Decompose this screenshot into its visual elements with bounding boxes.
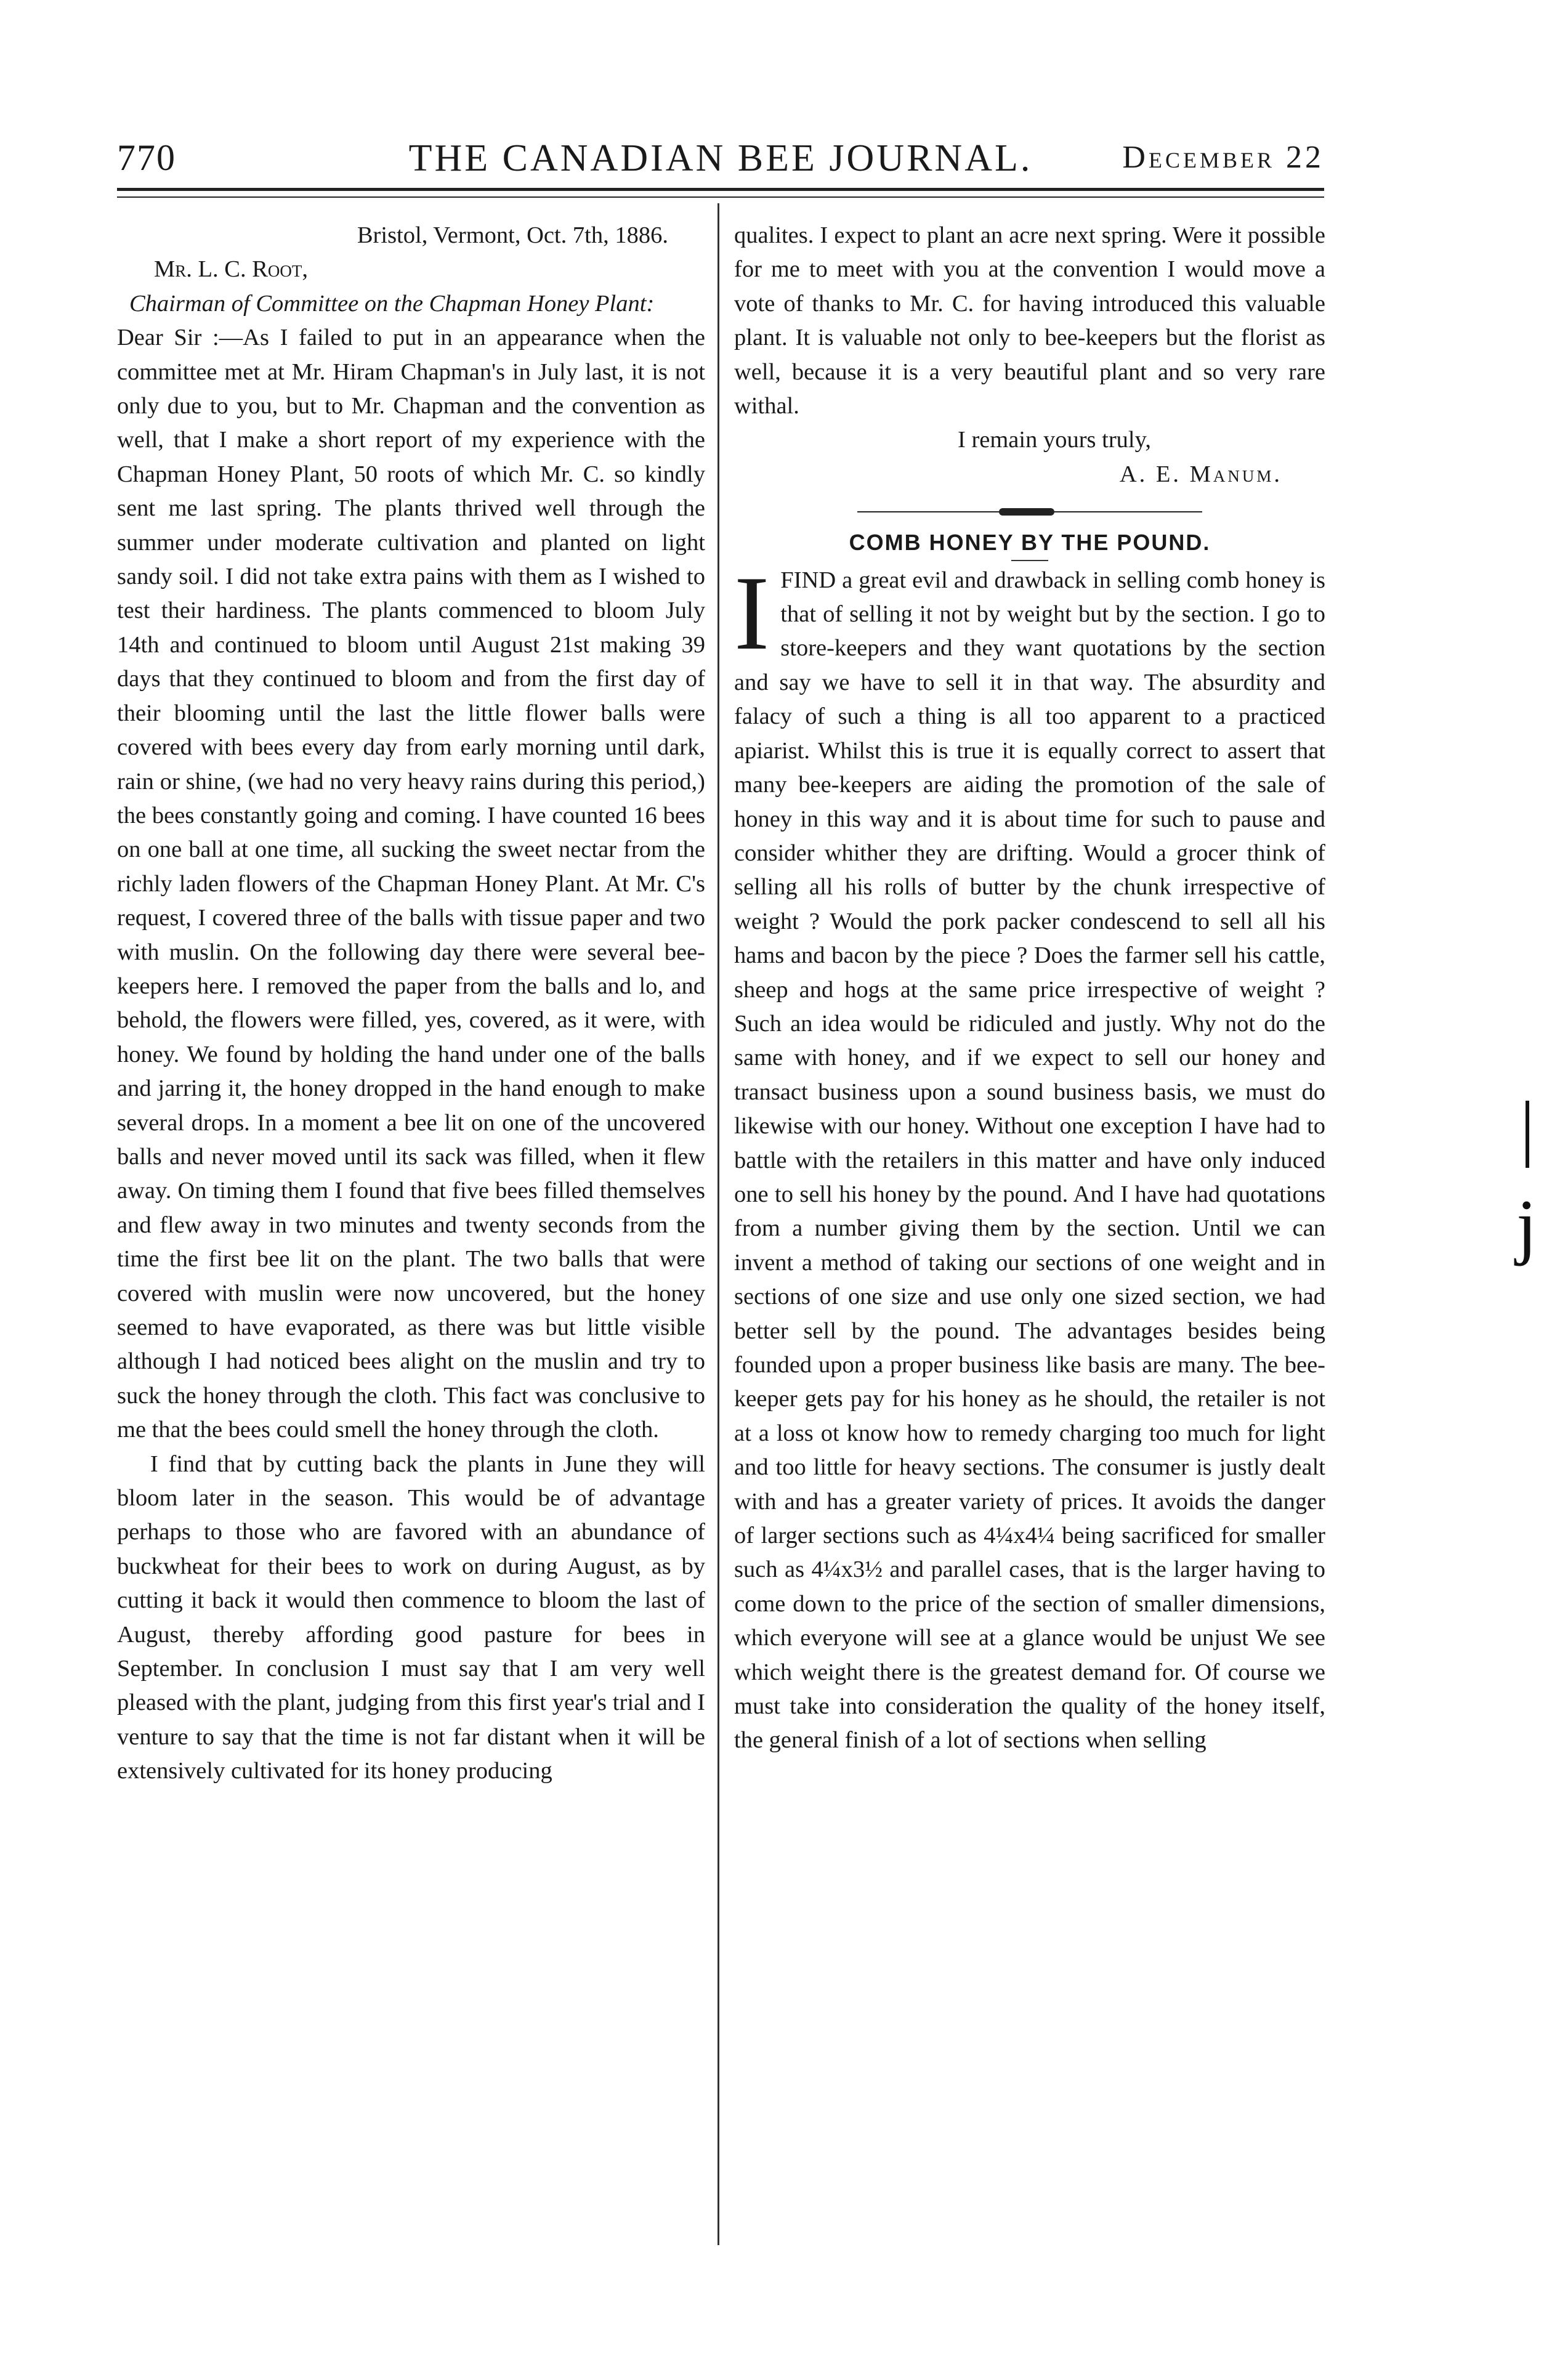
page-number: 770 xyxy=(117,137,176,178)
letter-signature: A. E. Manum. xyxy=(1119,461,1282,487)
section-ornament xyxy=(734,492,1325,525)
letter-continuation: qualites. I expect to plant an acre next spring. Were it possible for me to meet with you at the convention I would move a vote of thanks to Mr. C. for having introduced this valuable plant. It is valuable not only to bee-keepers but the florist as well, because it is a very beautiful plant and so very rare withal. xyxy=(734,222,1325,419)
header-rule-thin xyxy=(117,196,1324,198)
letter-dateline: Bristol, Vermont, Oct. 7th, 1886. xyxy=(357,222,668,248)
margin-mark-icon: | xyxy=(1520,1086,1535,1168)
committee-title: Chairman of Committee on the Chapman Honey Plant: xyxy=(129,290,655,317)
journal-title: THE CANADIAN BEE JOURNAL. xyxy=(408,137,1033,179)
letter-paragraph-2: I find that by cutting back the plants in June they will bloom later in the season. This would be of advantage perhaps to those who are favored with an abundance of buckwheat for their bees to work on during August, as by cutting it back it would then commence to bloom the last of August, thereby affording good pasture for bees in September. In conclusion I must say that I am very well pleased with the plant, judging from this first year's trial and I venture to say that the time is not far distant when it will be extensively cultivated for its honey producing xyxy=(117,1451,705,1784)
page-header xyxy=(117,137,1324,186)
article-heading: COMB HONEY BY THE POUND. xyxy=(849,530,1211,556)
letter-closing: I remain yours truly, xyxy=(958,427,1151,453)
letter-addressee: Mr. L. C. Root, xyxy=(154,256,308,283)
drop-cap: I xyxy=(734,554,770,672)
ornament-center xyxy=(999,508,1054,516)
right-column xyxy=(734,219,1325,1758)
heading-rule xyxy=(1011,560,1048,561)
column-divider xyxy=(717,203,719,2245)
header-rule-thick xyxy=(117,188,1324,191)
letter-paragraph-1: Dear Sir :—As I failed to put in an appearance when the committee met at Mr. Hiram Chapman's in July last, it is not only due to you, but to Mr. Chapman and the convention as well, that I make a short report of my experience with the Chapman Honey Plant, 50 roots of which Mr. C. so kindly sent me last spring. The plants thrived well through the summer under moderate cultivation and planted on light sandy soil. I did not take extra pains with them as I wished to test their hardiness. The plants commenced to bloom July 14th and continued to bloom until August 21st making 39 days that they continued to bloom and from the first day of their blooming until the last the little flower balls were covered with bees every day from early morning until dark, rain or shine, (we had no very heavy rains during this period,) the bees constantly going and coming. I have counted 16 bees on one ball at one time, all sucking the sweet nectar from the richly laden flowers of the Chapman Honey Plant. At Mr. C's request, I covered three of the balls with tissue paper and two with muslin. On the following day there were several bee-keepers here. I removed the paper from the balls and lo, and behold, the flowers were filled, yes, covered, as it were, with honey. We found by holding the hand under one of the balls and jarring it, the honey dropped in the hand enough to make several drops. In a moment a bee lit on one of the uncovered balls and never moved until its sack was filled, when it flew away. On timing them I found that five bees filled themselves and flew away in two minutes and twenty seconds from the time the first bee lit on the plant. The two balls that were covered with muslin were now uncovered, but the honey seemed to have evaporated, as there was but little visible although I had noticed bees alight on the muslin and try to suck the honey through the cloth. This fact was conclusive to me that the bees could smell the honey through the cloth. xyxy=(117,325,705,1443)
margin-mark-icon: j xyxy=(1516,1184,1537,1266)
article-text: FIND a great evil and drawback in selling comb honey is that of selling it not by weight but by the section. I go to store-keepers and they want quotations by the section and say we have to sell it in that way. The absurdity and falacy of such a thing is all too apparent to a practiced apiarist. Whilst this is true it is equally correct to assert that many bee-keepers are aiding the promotion of the sale of honey in this way and it is about time for such to pause and consider whither they are drifting. Would a grocer think of selling all his rolls of butter by the chunk irrespective of weight ? Would the pork packer condescend to sell all his hams and bacon by the piece ? Does the farmer sell his cattle, sheep and hogs at the same price irrespective of weight ? Such an idea would be ridiculed and justly. Why not do the same with honey, and if we expect to sell our honey and transact business upon a sound business basis, we must do likewise with our honey. Without one exception I have had to battle with the retailers in this matter and have only induced one to sell his honey by the pound. And I have had quotations from a number giving them by the section. Until we can invent a method of taking our sections of one weight and in sections of one size and use only one sized section, we had better sell by the pound. The advantages besides being founded upon a proper business like basis are many. The bee-keeper gets pay for his honey as he should, the retailer is not at a loss ot know how to remedy charging too much for light and too little for heavy sections. The consumer is justly dealt with and has a greater variety of prices. It avoids the danger of larger sections such as 4¼x4¼ being sacrificed for smaller such as 4¼x3½ and parallel cases, that is the larger having to come down to the price of the section of smaller dimensions, which everyone will see at a glance would be unjust We see which weight there is the greatest demand for. Of course we must take into consideration the quality of the honey itself, the general finish of a lot of sections when selling xyxy=(734,567,1325,1754)
issue-date: December 22 xyxy=(1122,140,1324,175)
article-body xyxy=(734,554,1325,1758)
left-column xyxy=(117,219,705,1789)
